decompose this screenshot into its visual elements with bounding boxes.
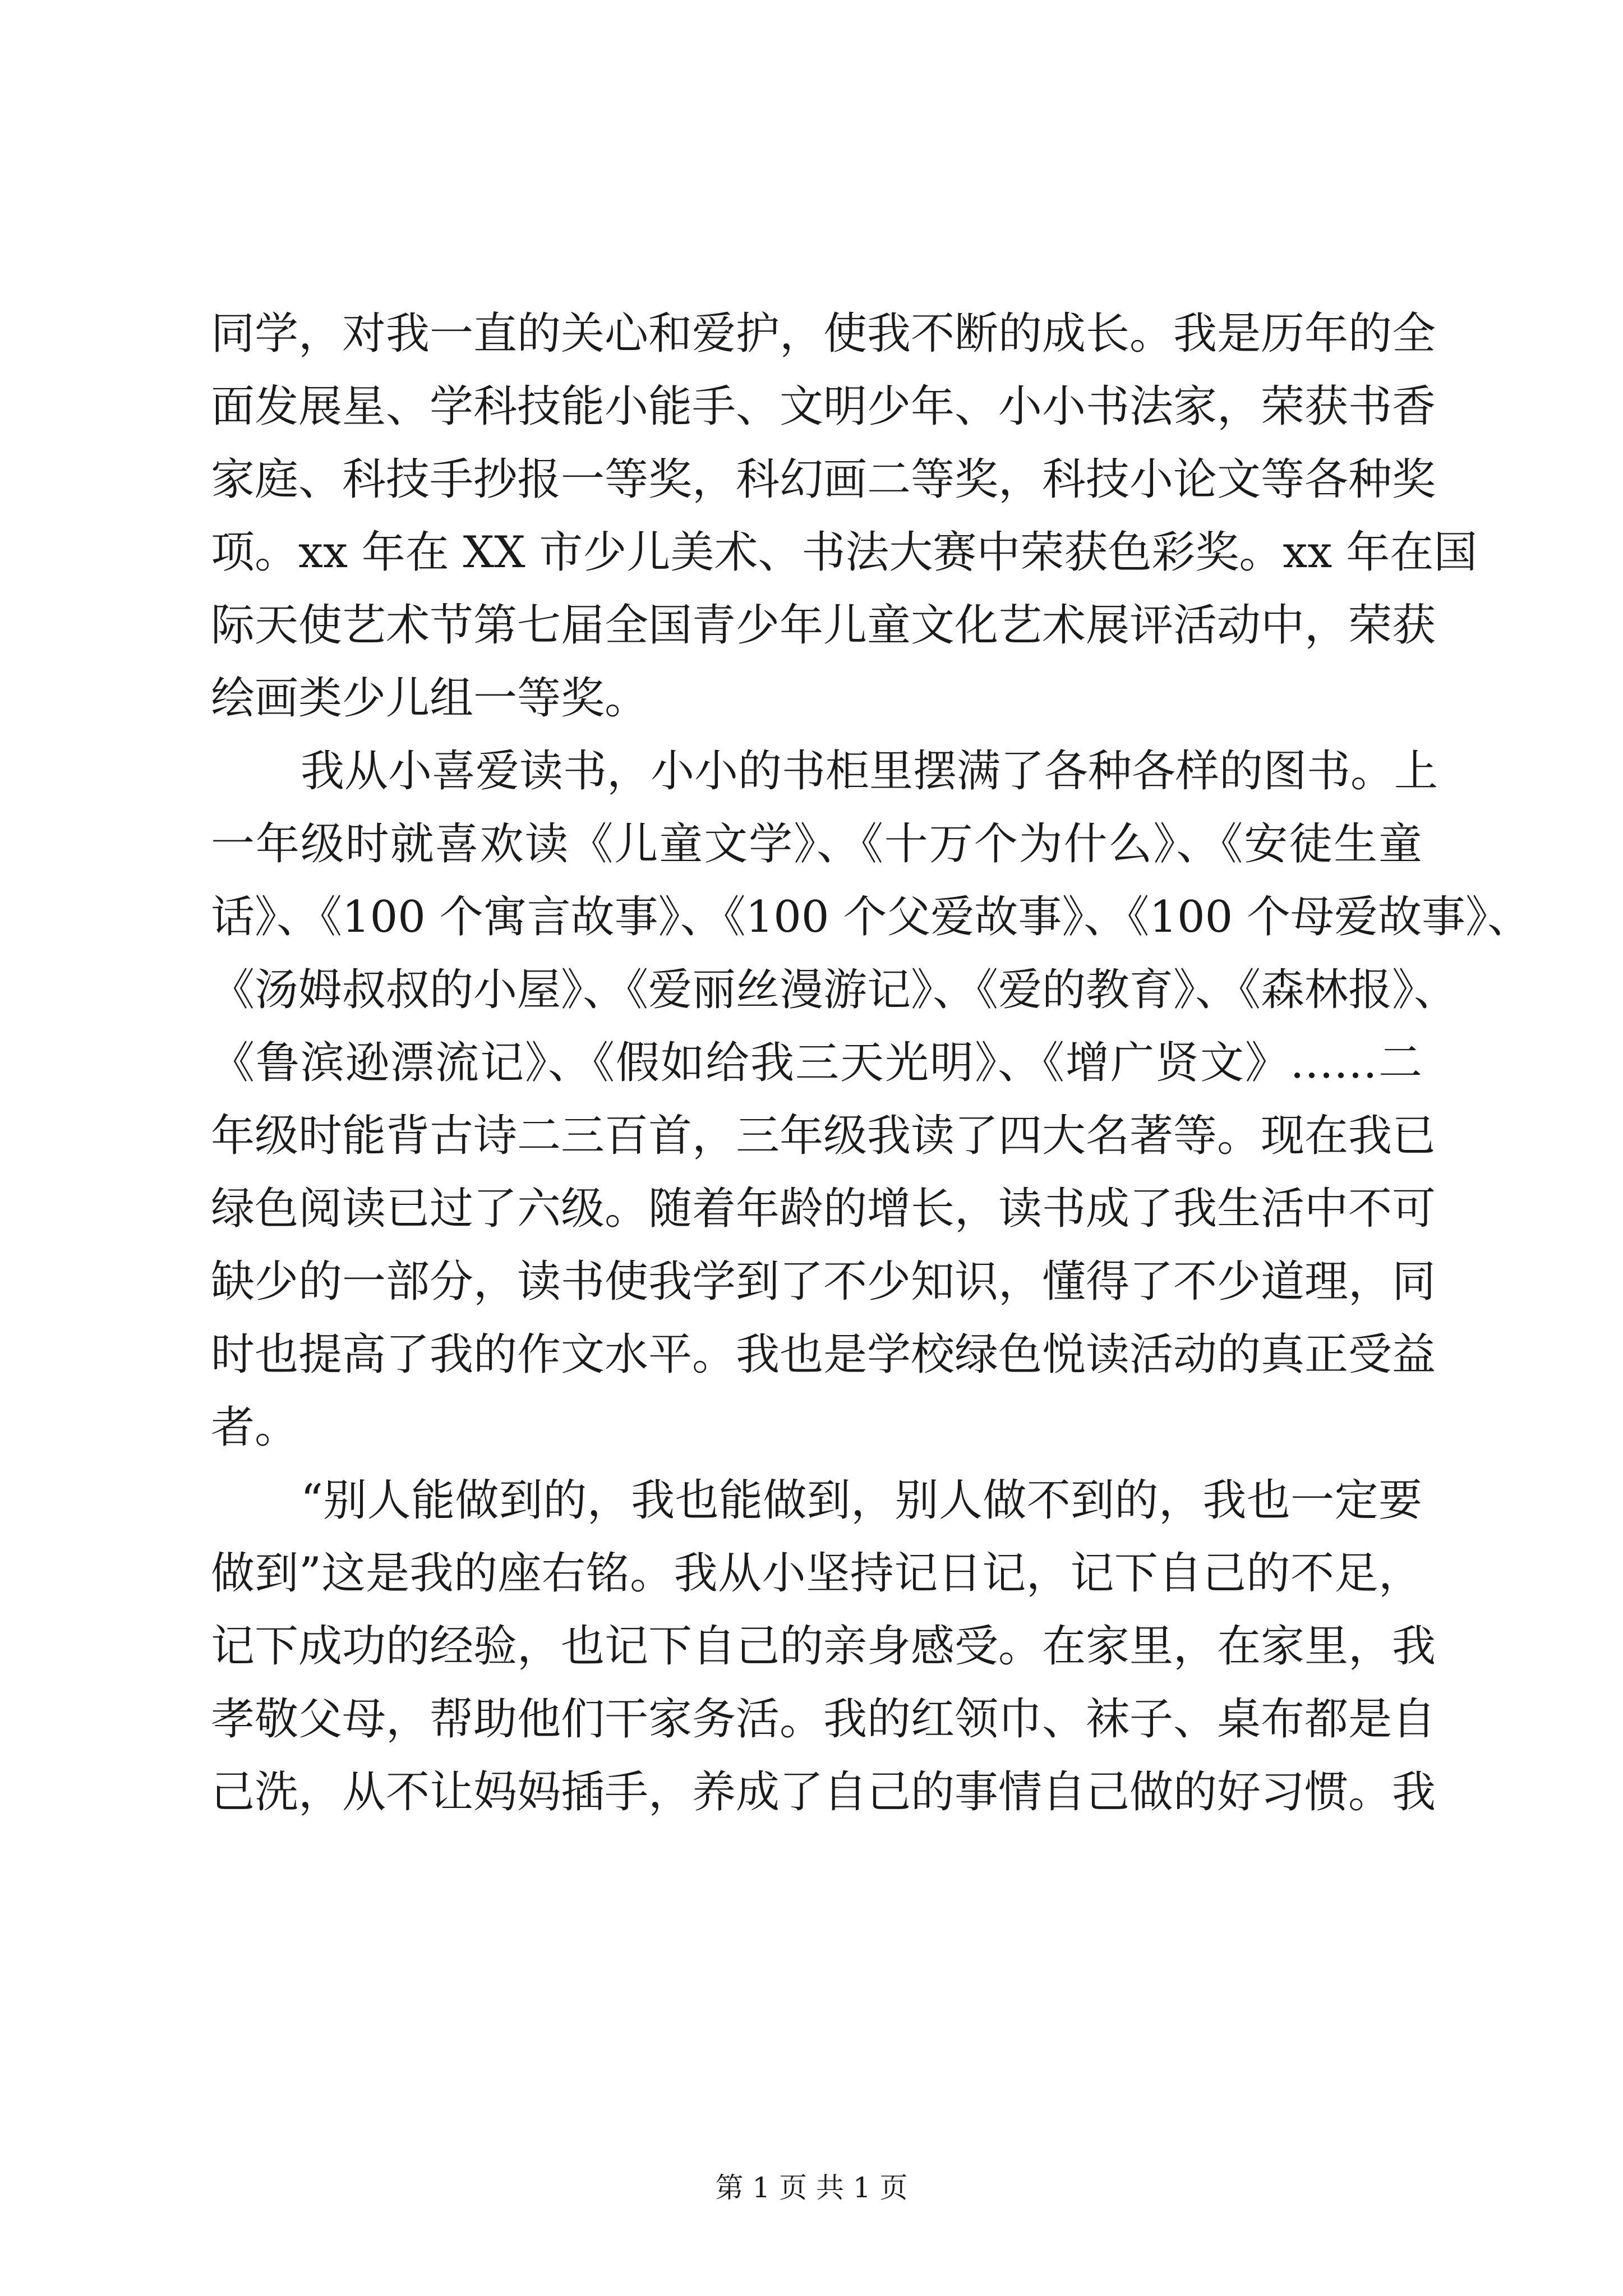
- text-line: “别人能做到的，我也能做到，别人做不到的，我也一定要: [301, 1475, 1422, 1526]
- text-line: 同学，对我一直的关心和爱护，使我不断的成长。我是历年的全: [211, 309, 1436, 359]
- text-line: 我从小喜爱读书，小小的书柜里摆满了各种各样的图书。上: [301, 746, 1438, 797]
- text-line: 《汤姆叔叔的小屋》、《爱丽丝漫游记》、《爱的教育》、《森林报》、: [211, 965, 1458, 1015]
- text-line: 者。: [211, 1402, 299, 1453]
- text-line: 话》、《100 个寓言故事》、《100 个父爱故事》、《100 个母爱故事》、: [211, 892, 1532, 942]
- text-line: 时也提高了我的作文水平。我也是学校绿色悦读活动的真正受益: [211, 1329, 1436, 1380]
- text-line: 面发展星、学科技能小能手、文明少年、小小书法家，荣获书香: [211, 381, 1436, 432]
- page-footer: 第 1 页 共 1 页: [715, 2171, 908, 2204]
- text-line: 际天使艺术节第七届全国青少年儿童文化艺术展评活动中，荣获: [211, 600, 1436, 651]
- text-line: 家庭、科技手抄报一等奖，科幻画二等奖，科技小论文等各种奖: [211, 454, 1436, 505]
- text-line: 绘画类少儿组一等奖。: [211, 673, 649, 724]
- text-line: 一年级时就喜欢读《儿童文学》、《十万个为什么》、《安徒生童: [211, 819, 1422, 869]
- text-line: 己洗，从不让妈妈插手，养成了自己的事情自己做的好习惯。我: [211, 1767, 1436, 1818]
- text-line: 记下成功的经验，也记下自己的亲身感受。在家里，在家里，我: [211, 1621, 1436, 1672]
- text-line: 《鲁滨逊漂流记》、《假如给我三天光明》、《增广贤文》……二: [211, 1038, 1422, 1088]
- text-line: 孝敬父母，帮助他们干家务活。我的红领巾、袜子、桌布都是自: [211, 1694, 1436, 1745]
- text-line: 缺少的一部分，读书使我学到了不少知识，懂得了不少道理，同: [211, 1257, 1436, 1307]
- text-line: 做到”这是我的座右铭。我从小坚持记日记，记下自己的不足，: [211, 1548, 1422, 1599]
- text-line: 年级时能背古诗二三百首，三年级我读了四大名著等。现在我已: [211, 1111, 1436, 1161]
- text-line: 项。xx 年在 XX 市少儿美术、书法大赛中荣获色彩奖。xx 年在国: [211, 527, 1478, 578]
- document-body: [211, 297, 1532, 1829]
- text-line: 绿色阅读已过了六级。随着年龄的增长，读书成了我生活中不可: [211, 1184, 1436, 1234]
